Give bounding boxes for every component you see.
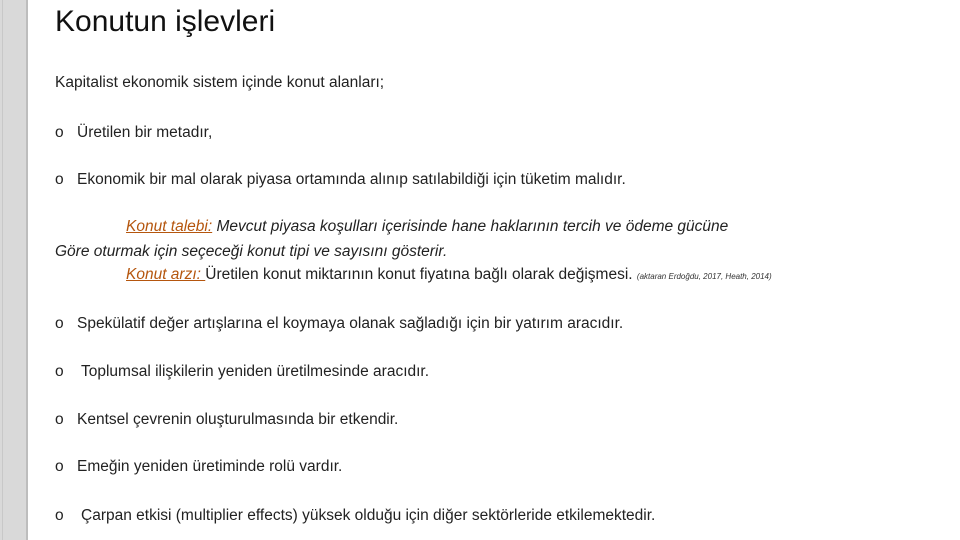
intro-text: Kapitalist ekonomik sistem içinde konut alanları; — [55, 74, 385, 91]
supply-text: Üretilen konut miktarının konut fiyatına bağlı olarak değişmesi. — [205, 266, 633, 283]
bullet-item — [55, 363, 429, 381]
slide-title: Konutun işlevleri — [55, 5, 276, 38]
supply-label: Konut arzı: — [126, 266, 206, 283]
bullet-marker: o — [55, 458, 64, 475]
bullet-text: Ekonomik bir mal olarak piyasa ortamında alınıp satılabildiği için tüketim malıdır. — [77, 171, 626, 188]
definition-demand — [126, 218, 728, 236]
bullet-marker: o — [55, 411, 64, 428]
bullet-item — [55, 458, 342, 476]
bullet-marker: o — [55, 171, 64, 188]
left-decorative-bar — [0, 0, 28, 540]
demand-label: Konut talebi: — [126, 218, 213, 235]
citation: (aktaran Erdoğdu, 2017, Heath, 2014) — [636, 272, 772, 281]
bullet-text: Emeğin yeniden üretiminde rolü vardır. — [77, 458, 343, 475]
definition-supply — [126, 266, 772, 284]
bullet-text: Üretilen bir metadır, — [77, 124, 213, 141]
bullet-marker: o — [55, 363, 64, 380]
bullet-item — [55, 315, 623, 333]
bullet-text: Çarpan etkisi (multiplier effects) yüksek olduğu için diğer sektörleride etkilemektedir. — [81, 507, 656, 524]
bullet-marker: o — [55, 315, 64, 332]
bullet-item — [55, 411, 398, 429]
bullet-item — [55, 507, 655, 525]
bullet-text: Kentsel çevrenin oluşturulmasında bir etkendir. — [77, 411, 399, 428]
bullet-marker: o — [55, 124, 64, 141]
bullet-text: Toplumsal ilişkilerin yeniden üretilmesinde aracıdır. — [81, 363, 430, 380]
demand-text: Mevcut piyasa koşulları içerisinde hane haklarının tercih ve ödeme gücüne — [212, 218, 729, 235]
bullet-item — [55, 124, 212, 142]
definition-demand-cont: Göre oturmak için seçeceği konut tipi ve sayısını gösterir. — [55, 243, 448, 260]
bullet-item — [55, 171, 626, 189]
bullet-marker: o — [55, 507, 64, 524]
bullet-text: Spekülatif değer artışlarına el koymaya olanak sağladığı için bir yatırım aracıdır. — [77, 315, 624, 332]
